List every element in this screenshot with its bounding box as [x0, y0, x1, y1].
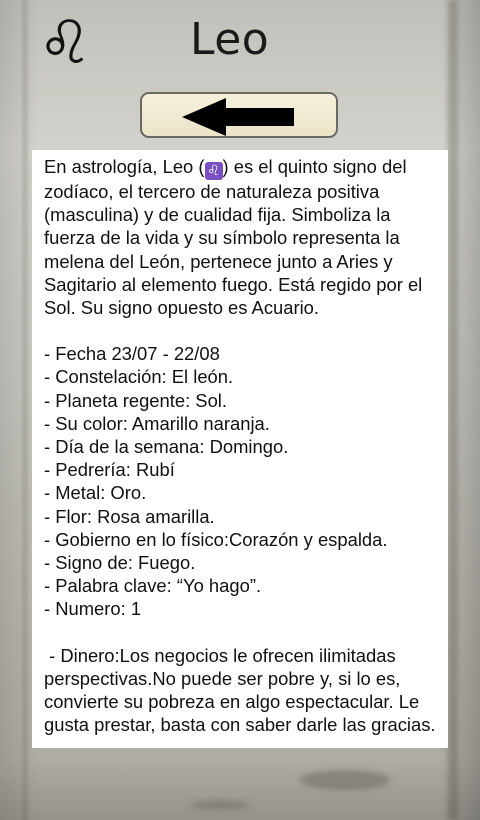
leo-icon: ♌	[38, 8, 92, 78]
background-stain	[300, 770, 390, 790]
spacer	[44, 319, 438, 342]
list-item: - Fecha 23/07 - 22/08	[44, 343, 220, 365]
background-shadow	[0, 760, 480, 820]
list-item: - Numero: 1	[44, 598, 142, 620]
arrow-left-icon	[182, 98, 300, 136]
background-streak	[22, 0, 28, 820]
back-button[interactable]	[140, 92, 338, 138]
list-item: - Su color: Amarillo naranja.	[44, 412, 270, 434]
list-item: - Signo de: Fuego.	[44, 552, 196, 574]
spacer	[44, 621, 438, 644]
list-item: - Gobierno en lo físico:Corazón y espalda.	[44, 528, 388, 550]
list-item: - Metal: Oro.	[44, 482, 147, 504]
list-item: - Flor: Rosa amarilla.	[44, 505, 215, 527]
sign-description-panel[interactable]	[32, 150, 448, 748]
intro-text-continued: ) es el quinto signo del zodíaco, el tercero de naturaleza positiva (masculina) y de cualidad fija. Simboliza la fuerza de la vida y su símbolo representa la melena del León, pertenece junto a Aries y Sagitario al elemento fuego. Está regido por el Sol. Su signo opuesto es Acuario.	[44, 156, 428, 319]
intro-paragraph	[44, 155, 438, 319]
facts-list	[44, 342, 438, 620]
list-item: - Pedrería: Rubí	[44, 459, 175, 481]
list-item: - Día de la semana: Domingo.	[44, 436, 289, 458]
background-stain	[190, 800, 250, 810]
list-item: - Planeta regente: Sol.	[44, 389, 227, 411]
intro-text: En astrología, Leo (	[44, 156, 205, 177]
header	[0, 0, 480, 88]
page-title: Leo	[190, 14, 270, 65]
background-streak	[448, 0, 458, 820]
list-item: - Constelación: El león.	[44, 366, 234, 388]
money-paragraph: - Dinero:Los negocios le ofrecen ilimitadas perspectivas.No puede ser pobre y, si lo es, convierte su pobreza en algo espectacular. Le gusta prestar, basta con saber darle las gracias.	[44, 644, 436, 736]
leo-badge-icon: ♌	[205, 162, 223, 180]
list-item: - Palabra clave: “Yo hago”.	[44, 575, 262, 597]
